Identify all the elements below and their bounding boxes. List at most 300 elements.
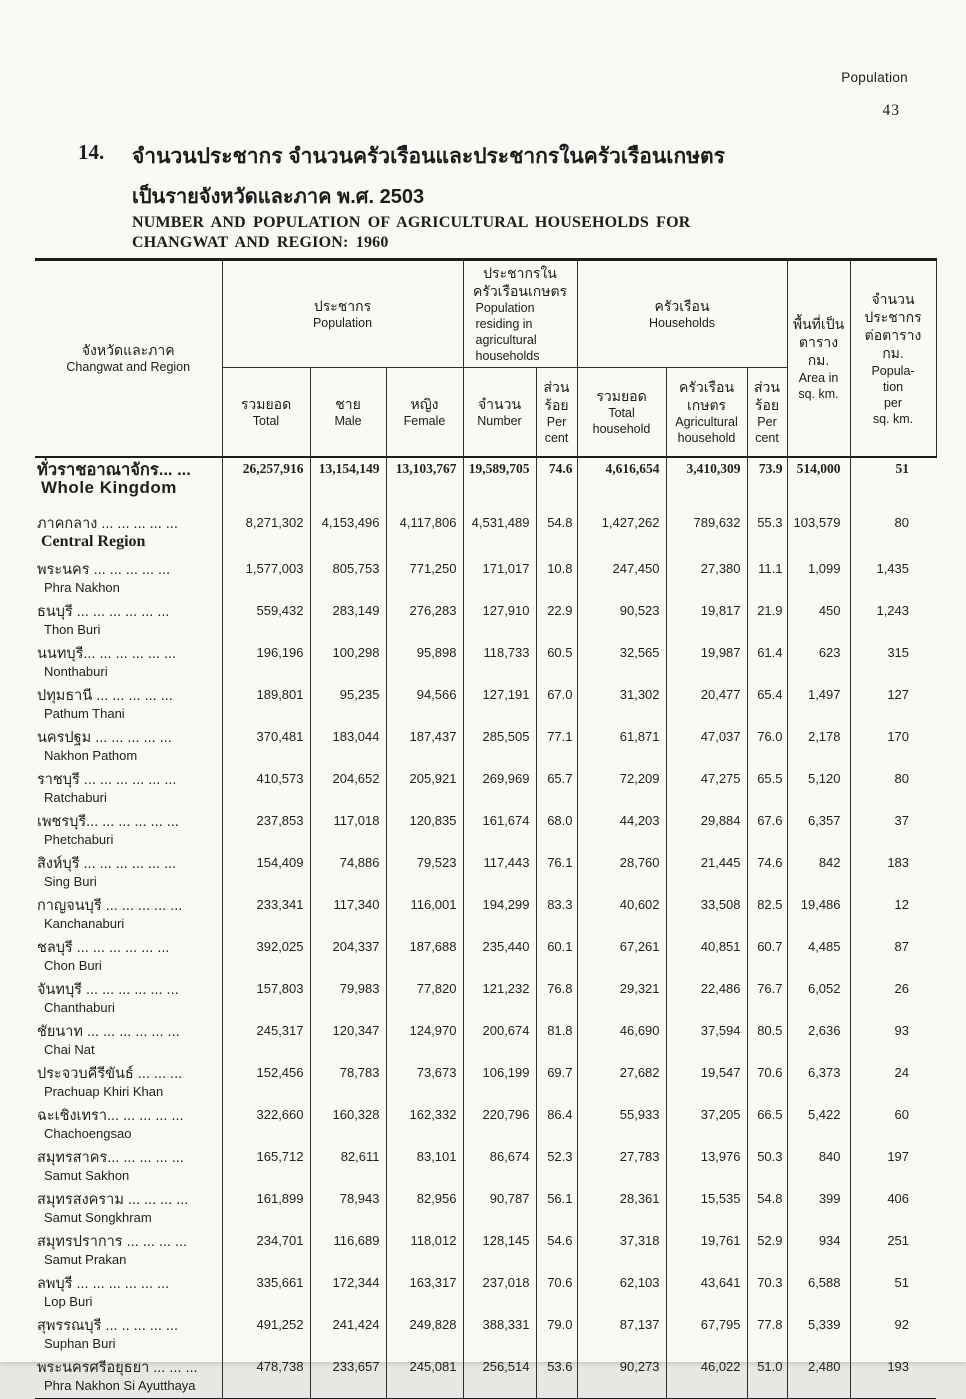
value-cell: 170 xyxy=(887,728,910,744)
region-name-thai: ราชบุรี ... ... ... ... ... ... xyxy=(37,771,177,788)
value-cell: 120,835 xyxy=(386,810,463,852)
value-cell: 116,001 xyxy=(386,894,463,936)
value-cell: 77.1 xyxy=(536,726,577,768)
region-name-cell xyxy=(35,810,222,852)
value-cell: 2,636 xyxy=(787,1020,850,1062)
value-cell: 121,232 xyxy=(463,978,536,1020)
value-cell: 241,424 xyxy=(310,1314,386,1356)
value-cell: 1,577,003 xyxy=(222,558,310,600)
value-cell: 118,012 xyxy=(386,1230,463,1272)
value-cell: 11.1 xyxy=(747,558,787,600)
subheader-percent-population: ส่วน ร้อย Per cent xyxy=(536,368,577,457)
value-cell: 152,456 xyxy=(222,1062,310,1104)
table-row xyxy=(35,1146,936,1188)
value-cell: 73.9 xyxy=(747,457,787,512)
value-cell: 67,261 xyxy=(577,936,666,978)
value-cell: 61,871 xyxy=(577,726,666,768)
title-line-thai xyxy=(78,140,878,173)
value-cell: 315 xyxy=(887,644,910,660)
value-cell: 28,361 xyxy=(577,1188,666,1230)
value-cell: 256,514 xyxy=(463,1356,536,1399)
table-row xyxy=(35,642,936,684)
table-row xyxy=(35,894,936,936)
column-header-area: พื้นที่เป็น ตาราง กม. Area in sq. km. xyxy=(787,260,850,457)
value-cell: 31,302 xyxy=(577,684,666,726)
value-cell: 21,445 xyxy=(666,852,747,894)
value-cell: 21.9 xyxy=(747,600,787,642)
value-cell: 235,440 xyxy=(463,936,536,978)
value-cell: 54.8 xyxy=(536,512,577,558)
value-cell: 187,437 xyxy=(386,726,463,768)
region-name-cell xyxy=(35,1062,222,1104)
value-cell: 56.1 xyxy=(536,1188,577,1230)
value-cell: 161,674 xyxy=(463,810,536,852)
table-row xyxy=(35,600,936,642)
value-cell: 33,508 xyxy=(666,894,747,936)
value-cell: 27,380 xyxy=(666,558,747,600)
region-name-english: Samut Sakhon xyxy=(44,1167,130,1183)
value-cell: 87 xyxy=(894,938,910,954)
value-cell: 74.6 xyxy=(747,852,787,894)
value-cell: 26,257,916 xyxy=(222,457,310,512)
value-cell: 2,480 xyxy=(787,1356,850,1399)
table-row xyxy=(35,1104,936,1146)
region-name-english: Nonthaburi xyxy=(44,663,108,679)
region-name-english: Chai Nat xyxy=(44,1041,95,1057)
value-cell: 19,817 xyxy=(666,600,747,642)
value-cell: 249,828 xyxy=(386,1314,463,1356)
region-name-cell xyxy=(35,642,222,684)
value-cell: 52.3 xyxy=(536,1146,577,1188)
value-cell: 54.8 xyxy=(747,1188,787,1230)
value-cell: 13,154,149 xyxy=(310,457,386,512)
value-cell: 623 xyxy=(787,642,850,684)
value-cell: 60.5 xyxy=(536,642,577,684)
subheader-percent-household: ส่วน ร้อย Per cent xyxy=(747,368,787,457)
value-cell: 200,674 xyxy=(463,1020,536,1062)
region-name-english: Phra Nakhon Si Ayutthaya xyxy=(44,1377,196,1393)
value-cell: 388,331 xyxy=(463,1314,536,1356)
value-cell: 50.3 xyxy=(747,1146,787,1188)
region-name-thai: สิงห์บุรี ... ... ... ... ... ... xyxy=(37,855,177,872)
region-name-cell xyxy=(35,600,222,642)
region-name-cell xyxy=(35,512,222,558)
title-line-english-2: CHANGWAT AND REGION: 1960 xyxy=(132,234,389,251)
value-cell: 183 xyxy=(887,854,910,870)
table-row xyxy=(35,1230,936,1272)
value-cell: 37 xyxy=(894,812,910,828)
value-cell: 20,477 xyxy=(666,684,747,726)
region-name-cell xyxy=(35,457,222,512)
table-row xyxy=(35,852,936,894)
value-cell: 4,117,806 xyxy=(386,512,463,558)
title-line-english-1: NUMBER AND POPULATION OF AGRICULTURAL HOUSEHOLDS FOR xyxy=(132,214,691,231)
value-cell: 100,298 xyxy=(310,642,386,684)
table-row xyxy=(35,558,936,600)
value-cell: 410,573 xyxy=(222,768,310,810)
value-cell: 44,203 xyxy=(577,810,666,852)
value-cell: 128,145 xyxy=(463,1230,536,1272)
value-cell: 51 xyxy=(895,460,910,476)
value-cell: 771,250 xyxy=(386,558,463,600)
value-cell: 46,022 xyxy=(666,1356,747,1399)
value-cell: 13,103,767 xyxy=(386,457,463,512)
value-cell: 86.4 xyxy=(536,1104,577,1146)
subheader-agricultural-household: ครัวเรือน เกษตร Agricultural household xyxy=(666,368,747,457)
value-cell: 62,103 xyxy=(577,1272,666,1314)
group-header-households: ครัวเรือน Households xyxy=(577,260,787,368)
group-header-population: ประชากร Population xyxy=(222,260,463,368)
value-cell: 172,344 xyxy=(310,1272,386,1314)
region-name-cell xyxy=(35,558,222,600)
region-name-english: Kanchanaburi xyxy=(44,915,125,931)
value-cell: 196,196 xyxy=(222,642,310,684)
value-cell: 1,243 xyxy=(876,602,910,618)
value-cell: 233,341 xyxy=(222,894,310,936)
value-cell: 74.6 xyxy=(536,457,577,512)
value-cell: 51 xyxy=(894,1274,910,1290)
value-cell: 90,787 xyxy=(463,1188,536,1230)
table-row xyxy=(35,1314,936,1356)
table-row xyxy=(35,978,936,1020)
region-name-thai: ชัยนาท ... ... ... ... ... ... xyxy=(37,1023,180,1040)
value-cell: 154,409 xyxy=(222,852,310,894)
table-row xyxy=(35,1188,936,1230)
region-name-thai: ภาคกลาง ... ... ... ... ... xyxy=(37,515,178,532)
value-cell: 76.8 xyxy=(536,978,577,1020)
value-cell: 65.4 xyxy=(747,684,787,726)
value-cell: 73,673 xyxy=(386,1062,463,1104)
value-cell: 406 xyxy=(887,1190,910,1206)
value-cell: 79,523 xyxy=(386,852,463,894)
value-cell: 934 xyxy=(787,1230,850,1272)
table-row xyxy=(35,1356,936,1399)
value-cell: 4,531,489 xyxy=(463,512,536,558)
value-cell: 205,921 xyxy=(386,768,463,810)
value-cell: 1,427,262 xyxy=(577,512,666,558)
table-row xyxy=(35,457,936,512)
region-name-thai: ฉะเชิงเทรา... ... ... ... ... xyxy=(37,1107,184,1124)
value-cell: 37,318 xyxy=(577,1230,666,1272)
value-cell: 53.6 xyxy=(536,1356,577,1399)
value-cell: 283,149 xyxy=(310,600,386,642)
value-cell: 70.3 xyxy=(747,1272,787,1314)
value-cell: 106,199 xyxy=(463,1062,536,1104)
value-cell: 6,052 xyxy=(787,978,850,1020)
region-name-thai: ปทุมธานี ... ... ... ... ... xyxy=(37,687,173,704)
region-name-english: Chanthaburi xyxy=(44,999,115,1015)
value-cell: 78,783 xyxy=(310,1062,386,1104)
value-cell: 70.6 xyxy=(536,1272,577,1314)
value-cell: 72,209 xyxy=(577,768,666,810)
subheader-number: จำนวน Number xyxy=(463,368,536,457)
value-cell: 68.0 xyxy=(536,810,577,852)
value-cell: 60.1 xyxy=(536,936,577,978)
value-cell: 43,641 xyxy=(666,1272,747,1314)
value-cell: 40,602 xyxy=(577,894,666,936)
value-cell: 276,283 xyxy=(386,600,463,642)
region-name-english: Thon Buri xyxy=(44,621,101,637)
value-cell: 76.1 xyxy=(536,852,577,894)
value-cell: 80 xyxy=(894,770,910,786)
subheader-total-household: รวมยอด Total household xyxy=(577,368,666,457)
region-name-thai: ทั่วราชอาณาจักร... ... xyxy=(37,460,191,479)
region-name-english: Whole Kingdom xyxy=(41,477,177,497)
value-cell: 26 xyxy=(894,980,910,996)
value-cell: 4,485 xyxy=(787,936,850,978)
value-cell: 193 xyxy=(887,1358,910,1374)
value-cell: 171,017 xyxy=(463,558,536,600)
value-cell: 40,851 xyxy=(666,936,747,978)
value-cell: 157,803 xyxy=(222,978,310,1020)
value-cell: 15,535 xyxy=(666,1188,747,1230)
region-name-thai: พระนครศรีอยุธยา ... ... ... xyxy=(37,1359,198,1376)
value-cell: 160,328 xyxy=(310,1104,386,1146)
value-cell: 194,299 xyxy=(463,894,536,936)
value-cell: 559,432 xyxy=(222,600,310,642)
value-cell: 95,235 xyxy=(310,684,386,726)
region-name-thai: นครปฐม ... ... ... ... ... xyxy=(37,729,172,746)
value-cell: 120,347 xyxy=(310,1020,386,1062)
value-cell: 51.0 xyxy=(747,1356,787,1399)
region-name-english: Phetchaburi xyxy=(44,831,114,847)
value-cell: 197 xyxy=(887,1148,910,1164)
region-name-english: Prachuap Khiri Khan xyxy=(44,1083,164,1099)
value-cell: 233,657 xyxy=(310,1356,386,1399)
value-cell: 514,000 xyxy=(787,457,850,512)
region-name-thai: นนทบุรี... ... ... ... ... ... xyxy=(37,645,177,662)
value-cell: 392,025 xyxy=(222,936,310,978)
value-cell: 162,332 xyxy=(386,1104,463,1146)
value-cell: 220,796 xyxy=(463,1104,536,1146)
value-cell: 1,099 xyxy=(787,558,850,600)
value-cell: 237,018 xyxy=(463,1272,536,1314)
region-name-cell xyxy=(35,852,222,894)
value-cell: 19,486 xyxy=(787,894,850,936)
value-cell: 67,795 xyxy=(666,1314,747,1356)
value-cell: 70.6 xyxy=(747,1062,787,1104)
value-cell: 117,018 xyxy=(310,810,386,852)
region-name-cell xyxy=(35,1272,222,1314)
table-row xyxy=(35,936,936,978)
table-header xyxy=(35,260,936,457)
value-cell: 87,137 xyxy=(577,1314,666,1356)
value-cell: 335,661 xyxy=(222,1272,310,1314)
title-line-thai-2: เป็นรายจังหวัดและภาค พ.ศ. 2503 xyxy=(132,186,425,208)
title-number: 14. xyxy=(78,140,105,164)
value-cell: 165,712 xyxy=(222,1146,310,1188)
value-cell: 27,682 xyxy=(577,1062,666,1104)
region-name-cell xyxy=(35,894,222,936)
value-cell: 124,970 xyxy=(386,1020,463,1062)
page-number: 43 xyxy=(882,102,900,119)
region-name-thai: สุพรรณบุรี ... .. ... ... ... xyxy=(37,1317,178,1334)
value-cell: 19,547 xyxy=(666,1062,747,1104)
value-cell: 245,317 xyxy=(222,1020,310,1062)
value-cell: 77,820 xyxy=(386,978,463,1020)
value-cell: 163,317 xyxy=(386,1272,463,1314)
region-name-english: Samut Songkhram xyxy=(44,1209,152,1225)
value-cell: 189,801 xyxy=(222,684,310,726)
value-cell: 237,853 xyxy=(222,810,310,852)
value-cell: 19,761 xyxy=(666,1230,747,1272)
title-block xyxy=(78,140,878,252)
value-cell: 92 xyxy=(894,1316,910,1332)
value-cell: 5,339 xyxy=(787,1314,850,1356)
value-cell: 1,435 xyxy=(876,560,910,576)
group-header-agricultural-population: ประชากรใน ครัวเรือนเกษตร Population residing in agricultural households xyxy=(463,260,577,368)
value-cell: 805,753 xyxy=(310,558,386,600)
region-name-thai: กาญจนบุรี ... ... ... ... ... xyxy=(37,897,183,914)
value-cell: 95,898 xyxy=(386,642,463,684)
table-row xyxy=(35,810,936,852)
region-name-cell xyxy=(35,1146,222,1188)
value-cell: 93 xyxy=(894,1022,910,1038)
value-cell: 103,579 xyxy=(787,512,850,558)
value-cell: 65.7 xyxy=(536,768,577,810)
value-cell: 79,983 xyxy=(310,978,386,1020)
table-row xyxy=(35,684,936,726)
region-name-english: Samut Prakan xyxy=(44,1251,127,1267)
region-name-cell xyxy=(35,684,222,726)
value-cell: 5,422 xyxy=(787,1104,850,1146)
value-cell: 2,178 xyxy=(787,726,850,768)
value-cell: 82,611 xyxy=(310,1146,386,1188)
region-name-english: Lop Buri xyxy=(44,1293,93,1309)
region-name-thai: สมุทรสงคราม ... ... ... ... xyxy=(37,1191,189,1208)
value-cell: 54.6 xyxy=(536,1230,577,1272)
value-cell: 285,505 xyxy=(463,726,536,768)
value-cell: 22,486 xyxy=(666,978,747,1020)
value-cell: 47,037 xyxy=(666,726,747,768)
value-cell: 76.7 xyxy=(747,978,787,1020)
table-row xyxy=(35,768,936,810)
value-cell: 117,340 xyxy=(310,894,386,936)
value-cell: 22.9 xyxy=(536,600,577,642)
region-name-english: Suphan Buri xyxy=(44,1335,116,1351)
region-name-cell xyxy=(35,1230,222,1272)
region-name-thai: เพชรบุรี... ... ... ... ... ... xyxy=(37,813,179,830)
value-cell: 61.4 xyxy=(747,642,787,684)
region-name-cell xyxy=(35,978,222,1020)
value-cell: 19,589,705 xyxy=(463,457,536,512)
region-name-english: Sing Buri xyxy=(44,873,97,889)
region-name-thai: ชลบุรี ... ... ... ... ... ... xyxy=(37,939,170,956)
region-name-english: Pathum Thani xyxy=(44,705,125,721)
region-name-cell xyxy=(35,1356,222,1399)
value-cell: 29,321 xyxy=(577,978,666,1020)
region-name-english: Ratchaburi xyxy=(44,789,107,805)
value-cell: 370,481 xyxy=(222,726,310,768)
value-cell: 8,271,302 xyxy=(222,512,310,558)
value-cell: 66.5 xyxy=(747,1104,787,1146)
region-name-english: Central Region xyxy=(41,532,146,550)
region-name-cell xyxy=(35,1314,222,1356)
value-cell: 76.0 xyxy=(747,726,787,768)
value-cell: 90,273 xyxy=(577,1356,666,1399)
region-name-cell xyxy=(35,936,222,978)
value-cell: 78,943 xyxy=(310,1188,386,1230)
value-cell: 13,976 xyxy=(666,1146,747,1188)
value-cell: 399 xyxy=(787,1188,850,1230)
value-cell: 24 xyxy=(894,1064,910,1080)
value-cell: 3,410,309 xyxy=(666,457,747,512)
value-cell: 204,652 xyxy=(310,768,386,810)
page-header xyxy=(841,70,908,120)
value-cell: 251 xyxy=(887,1232,910,1248)
value-cell: 127,191 xyxy=(463,684,536,726)
statistics-table xyxy=(35,258,937,1399)
value-cell: 1,497 xyxy=(787,684,850,726)
table-body xyxy=(35,457,936,1399)
value-cell: 10.8 xyxy=(536,558,577,600)
value-cell: 83.3 xyxy=(536,894,577,936)
value-cell: 5,120 xyxy=(787,768,850,810)
value-cell: 80.5 xyxy=(747,1020,787,1062)
value-cell: 6,357 xyxy=(787,810,850,852)
value-cell: 82,956 xyxy=(386,1188,463,1230)
table-row xyxy=(35,1272,936,1314)
value-cell: 491,252 xyxy=(222,1314,310,1356)
subheader-female: หญิง Female xyxy=(386,368,463,457)
value-cell: 69.7 xyxy=(536,1062,577,1104)
region-name-thai: พระนคร ... ... ... ... ... xyxy=(37,561,171,578)
value-cell: 32,565 xyxy=(577,642,666,684)
table-row xyxy=(35,726,936,768)
value-cell: 37,205 xyxy=(666,1104,747,1146)
value-cell: 12 xyxy=(894,896,910,912)
region-name-cell xyxy=(35,768,222,810)
value-cell: 55.3 xyxy=(747,512,787,558)
region-name-thai: จันทบุรี ... ... ... ... ... ... xyxy=(37,981,179,998)
value-cell: 4,153,496 xyxy=(310,512,386,558)
value-cell: 478,738 xyxy=(222,1356,310,1399)
region-name-english: Nakhon Pathom xyxy=(44,747,138,763)
region-name-cell xyxy=(35,726,222,768)
value-cell: 27,783 xyxy=(577,1146,666,1188)
value-cell: 29,884 xyxy=(666,810,747,852)
subheader-total: รวมยอด Total xyxy=(222,368,310,457)
region-name-thai: ลพบุรี ... ... ... ... ... ... xyxy=(37,1275,170,1292)
region-name-thai: สมุทรสาคร... ... ... ... ... xyxy=(37,1149,184,1166)
value-cell: 842 xyxy=(787,852,850,894)
value-cell: 247,450 xyxy=(577,558,666,600)
title-thai-text: จำนวนประชากร จำนวนครัวเรือนและประชากรในครัวเรือนเกษตร xyxy=(132,145,725,168)
region-name-cell xyxy=(35,1020,222,1062)
value-cell: 37,594 xyxy=(666,1020,747,1062)
value-cell: 82.5 xyxy=(747,894,787,936)
value-cell: 77.8 xyxy=(747,1314,787,1356)
region-name-thai: สมุทรปราการ ... ... ... ... xyxy=(37,1233,188,1250)
value-cell: 116,689 xyxy=(310,1230,386,1272)
region-name-cell xyxy=(35,1188,222,1230)
value-cell: 183,044 xyxy=(310,726,386,768)
value-cell: 234,701 xyxy=(222,1230,310,1272)
region-name-english: Chachoengsao xyxy=(44,1125,132,1141)
value-cell: 60 xyxy=(894,1106,910,1122)
value-cell: 187,688 xyxy=(386,936,463,978)
value-cell: 90,523 xyxy=(577,600,666,642)
value-cell: 80 xyxy=(894,514,910,530)
region-name-thai: ธนบุรี ... ... ... ... ... ... xyxy=(37,603,170,620)
value-cell: 60.7 xyxy=(747,936,787,978)
table-row xyxy=(35,1020,936,1062)
subheader-male: ชาย Male xyxy=(310,368,386,457)
value-cell: 450 xyxy=(787,600,850,642)
value-cell: 789,632 xyxy=(666,512,747,558)
table-row xyxy=(35,1062,936,1104)
value-cell: 245,081 xyxy=(386,1356,463,1399)
